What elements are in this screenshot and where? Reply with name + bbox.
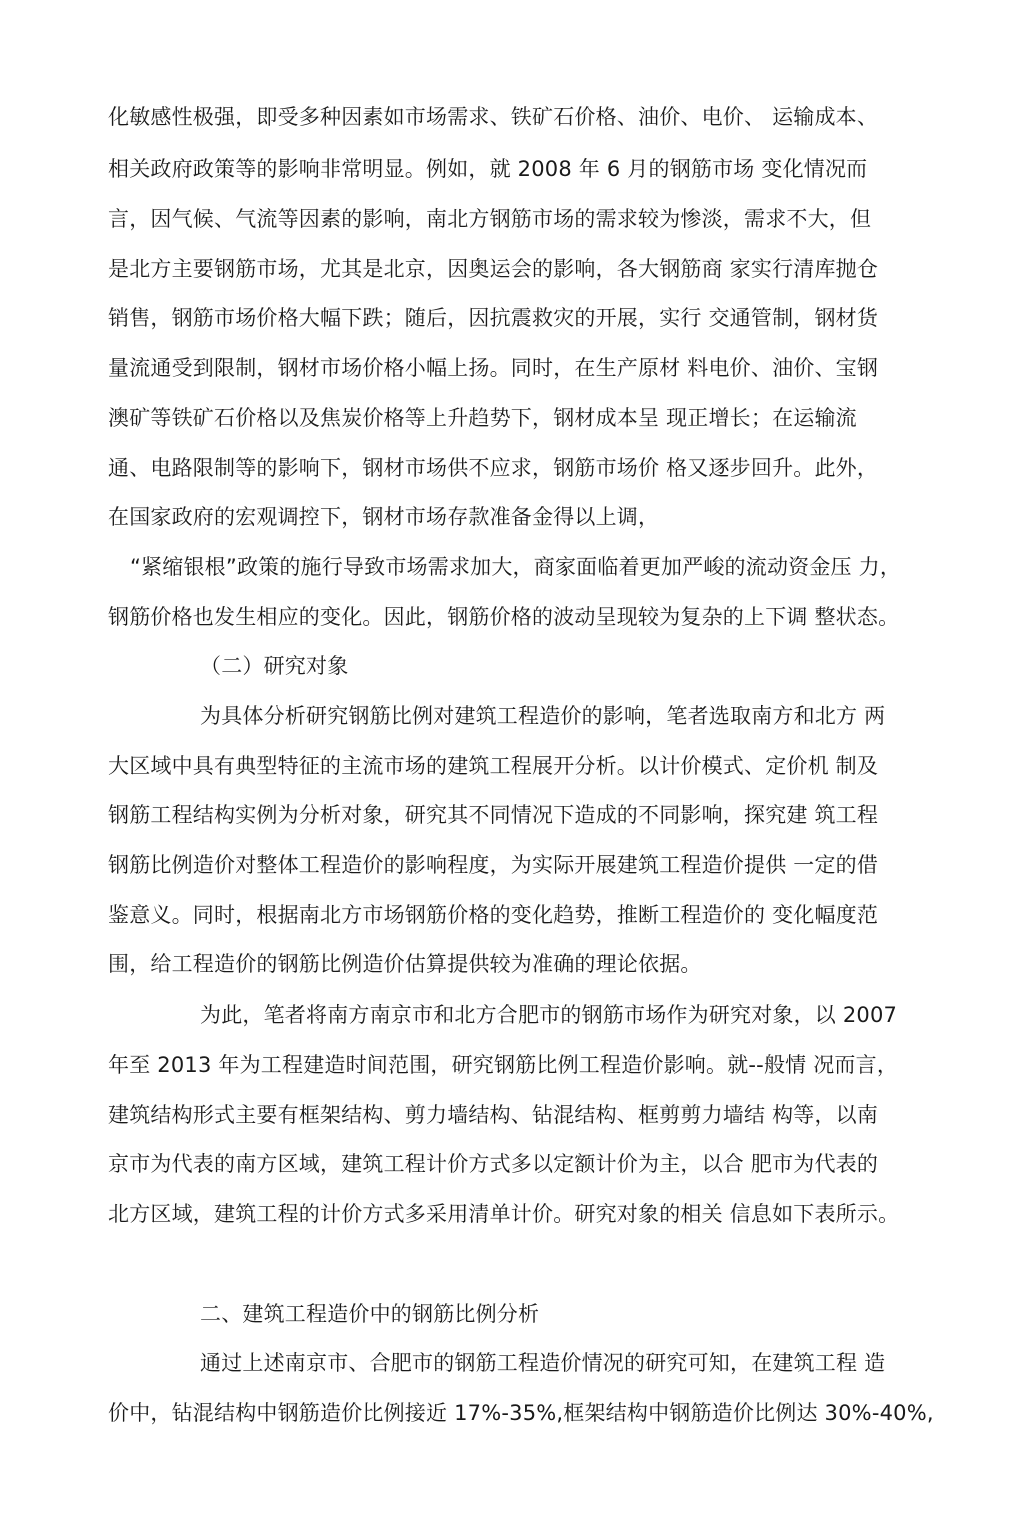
- text-line: 年至 2013 年为工程建造时间范围，研究钢筋比例工程造价影响。就--般情 况而言，: [108, 1053, 899, 1077]
- text-line: 通、电路限制等的影响下，钢材市场供不应求，钢筋市场价 格又逐步回升。此外，: [108, 456, 879, 480]
- text-line: 言，因气候、气流等因素的影响，南北方钢筋市场的需求较为惨淡，需求不大，但: [108, 207, 872, 231]
- text-line: 销售，钢筋市场价格大幅下跌；随后，因抗震救灾的开展，实行 交通管制，钢材货: [108, 306, 879, 330]
- text-line: 澳矿等铁矿石价格以及焦炭价格等上升趋势下，钢材成本呈 现正增长；在运输流: [108, 406, 857, 430]
- text-line: 钢筋比例造价对整体工程造价的影响程度，为实际开展建筑工程造价提供 一定的借: [108, 853, 879, 877]
- text-line: 是北方主要钢筋市场，尤其是北京，因奥运会的影响，各大钢筋商 家实行清库抛仓: [108, 257, 879, 281]
- section-heading: 二、建筑工程造价中的钢筋比例分析: [200, 1302, 540, 1326]
- text-line: “紧缩银根”政策的施行导致市场需求加大，商家面临着更加严峻的流动资金压 力，: [130, 555, 902, 579]
- text-line: 为此，笔者将南方南京市和北方合肥市的钢筋市场作为研究对象，以 2007: [200, 1003, 898, 1027]
- text-line: 价中，钻混结构中钢筋造价比例接近 17%-35%,框架结构中钢筋造价比例达 30%-40%,: [108, 1401, 934, 1425]
- text-line: 京市为代表的南方区域，建筑工程计价方式多以定额计价为主，以合 肥市为代表的: [108, 1152, 879, 1176]
- text-line: 建筑结构形式主要有框架结构、剪力墙结构、钻混结构、框剪剪力墙结 构等，以南: [108, 1103, 879, 1127]
- text-line: 钢筋价格也发生相应的变化。因此，钢筋价格的波动呈现较为复杂的上下调 整状态。: [108, 605, 900, 629]
- text-line: 围，给工程造价的钢筋比例造价估算提供较为准确的理论依据。: [108, 952, 702, 976]
- text-line: 大区域中具有典型特征的主流市场的建筑工程展开分析。以计价模式、定价机 制及: [108, 754, 879, 778]
- text-line: 化敏感性极强，即受多种因素如市场需求、铁矿石价格、油价、电价、 运输成本、: [108, 105, 879, 129]
- text-line: 量流通受到限制，钢材市场价格小幅上扬。同时，在生产原材 料电价、油价、宝钢: [108, 356, 879, 380]
- text-line: 为具体分析研究钢筋比例对建筑工程造价的影响，笔者选取南方和北方 两: [200, 704, 886, 728]
- text-line: 相关政府政策等的影响非常明显。例如，就 2008 年 6 月的钢筋市场 变化情况而: [108, 157, 868, 181]
- subheading: （二）研究对象: [200, 654, 349, 678]
- text-line: 在国家政府的宏观调控下，钢材市场存款准备金得以上调，: [108, 505, 660, 529]
- text-line: 通过上述南京市、合肥市的钢筋工程造价情况的研究可知，在建筑工程 造: [200, 1351, 886, 1375]
- text-line: 鉴意义。同时，根据南北方市场钢筋价格的变化趋势，推断工程造价的 变化幅度范: [108, 903, 879, 927]
- text-line: 钢筋工程结构实例为分析对象，研究其不同情况下造成的不同影响，探究建 筑工程: [108, 803, 879, 827]
- text-line: 北方区域，建筑工程的计价方式多采用清单计价。研究对象的相关 信息如下表所示。: [108, 1202, 900, 1226]
